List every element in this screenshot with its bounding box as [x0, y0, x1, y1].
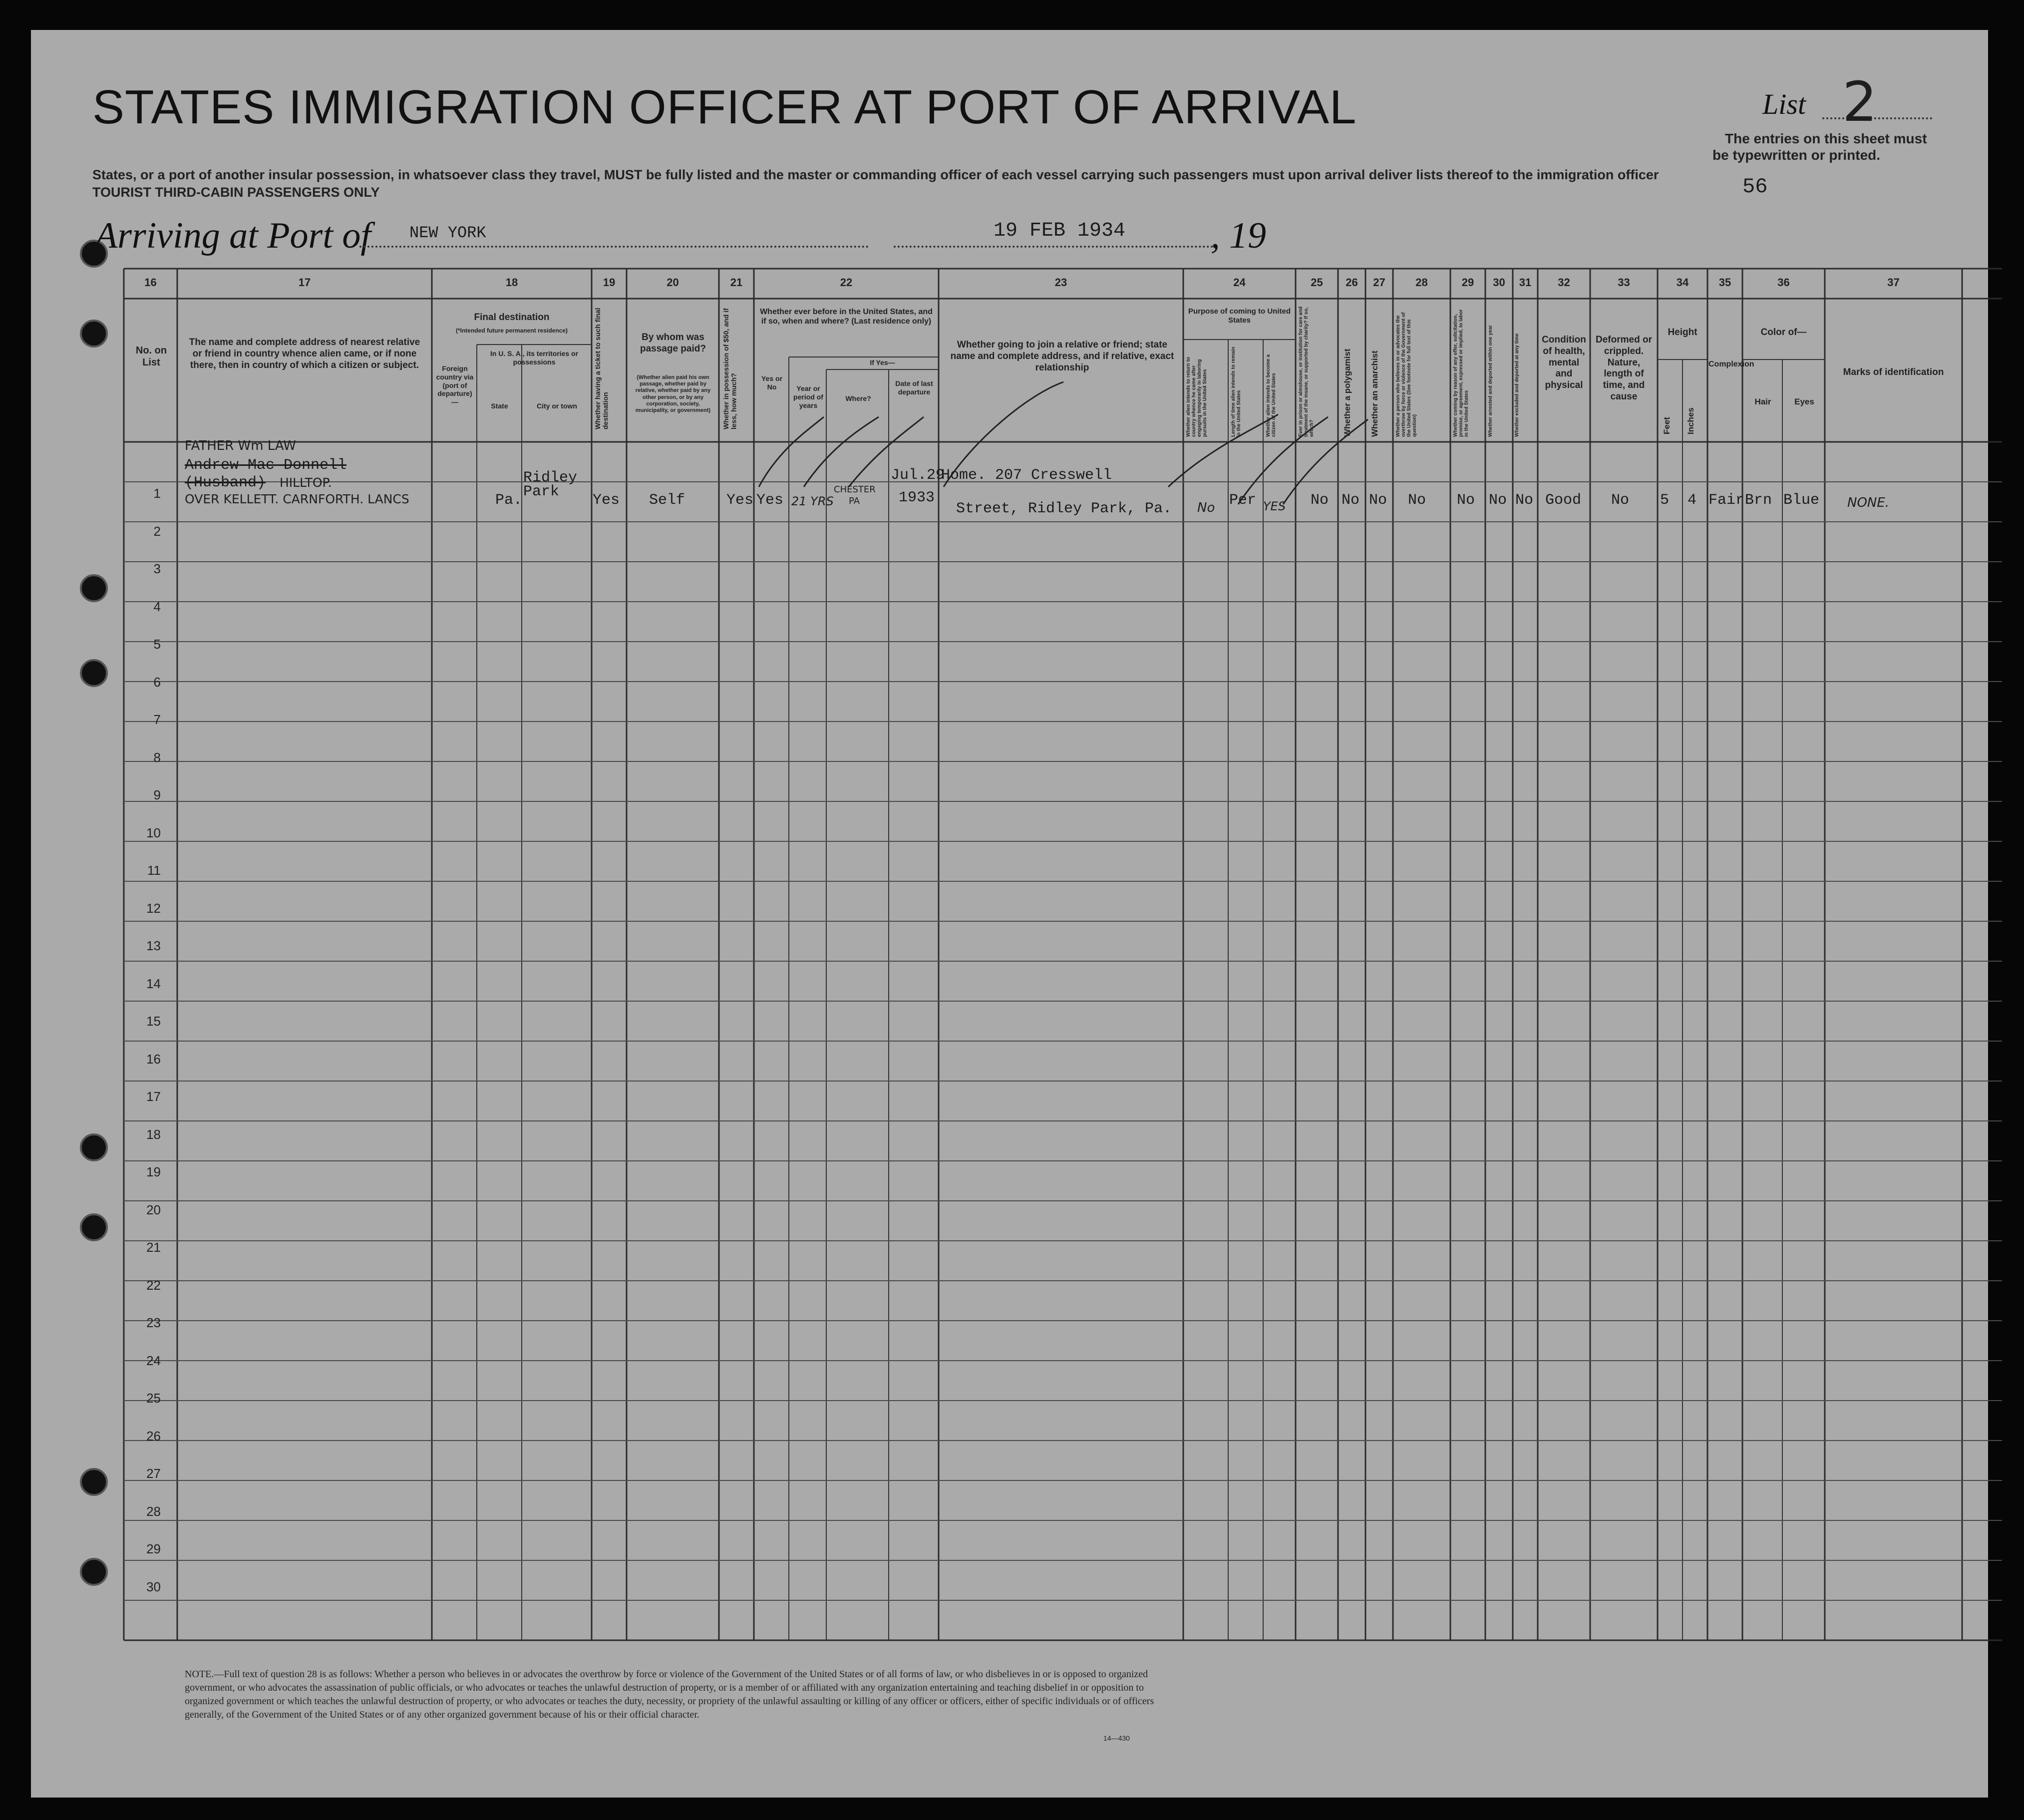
entry-ticket: Yes	[593, 492, 620, 509]
header-yes-or-no: Yes or No	[761, 374, 783, 391]
row-number: 20	[146, 1202, 161, 1217]
form-title: STATES IMMIGRATION OFFICER AT PORT OF ARRIVAL	[92, 80, 1357, 134]
column-number: 30	[1493, 276, 1505, 289]
header-hair: Hair	[1754, 397, 1771, 406]
row-number: 30	[146, 1579, 161, 1594]
row-number: 17	[146, 1089, 161, 1104]
header-complexion: Complexion	[1708, 360, 1754, 368]
entry-inches: 4	[1687, 492, 1697, 509]
row-number: 16	[146, 1051, 161, 1067]
passenger-class-line: TOURIST THIRD-CABIN PASSENGERS ONLY	[92, 185, 380, 200]
column-number: 32	[1558, 276, 1570, 289]
entry-purpose-a: No	[1197, 500, 1215, 515]
entry-last-departure-2: 1933	[899, 489, 935, 506]
column-number: 33	[1618, 276, 1630, 289]
entry-polygamist: No	[1342, 492, 1360, 509]
header-purpose-c: Whether alien intends to become a citizen of the United States	[1266, 354, 1277, 437]
entry-health: Good	[1545, 492, 1582, 509]
header-relative: The name and complete address of nearest relative or friend in country whence alien came, or if none there, then in country of which a citizen or subject.	[189, 337, 420, 370]
row-number: 6	[153, 674, 161, 690]
header-eyes: Eyes	[1794, 397, 1814, 406]
entries-note-line1: The entries on this sheet must	[1725, 131, 1927, 146]
header-year-period: Year or period of years	[793, 384, 823, 409]
header-final-destination: Final destination	[474, 312, 550, 323]
header-purpose: Purpose of coming to United States	[1188, 307, 1291, 325]
header-marks: Marks of identification	[1843, 367, 1944, 377]
row-number: 2	[153, 523, 161, 539]
relative-line1: FATHER Wm LAW	[185, 438, 296, 453]
header-inches: Inches	[1686, 407, 1695, 434]
row-number: 10	[146, 825, 161, 840]
entry-where-2: PA	[849, 496, 860, 506]
column-number: 29	[1461, 276, 1474, 289]
row-number: 5	[153, 637, 161, 652]
column-number: 24	[1233, 276, 1246, 289]
row-number: 9	[153, 787, 161, 802]
column-number: 37	[1887, 276, 1900, 289]
row-number: 11	[147, 863, 161, 878]
entry-eyes: Blue	[1783, 492, 1820, 509]
entry-q29: No	[1457, 492, 1475, 509]
row-number: 26	[146, 1428, 161, 1444]
entry-state: Pa.	[495, 492, 523, 509]
entry-marks: NONE.	[1847, 495, 1890, 510]
row-number: 1	[153, 486, 161, 501]
header-q30: Whether arrested and deported within one year	[1488, 325, 1493, 437]
row-number: 8	[153, 749, 161, 765]
row-number: 21	[146, 1240, 161, 1255]
entry-where-1: CHESTER	[834, 484, 876, 495]
column-number: 21	[730, 276, 743, 289]
row-number: 25	[146, 1391, 161, 1406]
column-number: 19	[603, 276, 616, 289]
header-deformed: Deformed or crippled. Nature, length of time, and cause	[1596, 335, 1652, 402]
header-in-usa: In U. S. A., its territories or possessions	[490, 350, 579, 366]
row-number: 24	[146, 1353, 161, 1368]
header-no-on-list: No. on List	[135, 345, 167, 368]
row-number: 29	[146, 1541, 161, 1556]
header-health: Condition of health, mental and physical	[1542, 335, 1586, 391]
header-joining: Whether going to join a relative or friend; state name and complete address, and if relative, exact relationship	[950, 340, 1174, 373]
entry-city-2: Park	[523, 483, 560, 500]
header-prison: Ever in prison or almshouse, or institution for care and treatment of the insane, or supported by charity? If so, which?	[1298, 306, 1315, 437]
entry-possession: Yes	[726, 492, 754, 509]
entry-prison: No	[1311, 492, 1329, 509]
header-purpose-a: Whether alien intends to return to country whence he came after engaging temporarily in laboring pursuits in the United States	[1186, 357, 1208, 437]
column-number: 31	[1519, 276, 1532, 289]
column-number: 25	[1311, 276, 1323, 289]
relative-address: OVER KELLETT. CARNFORTH. LANCS	[185, 492, 409, 506]
row-number: 28	[146, 1503, 161, 1519]
relative-relationship-struck: (Husband)	[185, 474, 266, 491]
row-number: 4	[153, 599, 161, 614]
list-label: List	[1762, 88, 1806, 120]
year-prefix: , 19	[1211, 215, 1266, 256]
entry-q31: No	[1515, 492, 1534, 509]
entry-ever-before: Yes	[756, 492, 784, 509]
column-number: 20	[667, 276, 679, 289]
header-color-of: Color of—	[1760, 327, 1807, 338]
header-foreign-country: Foreign country via (port of departure)—	[436, 364, 474, 406]
column-number: 17	[298, 276, 311, 289]
footnote-question-28: NOTE.—Full text of question 28 is as follows: Whether a person who believes in or advocates the overthrow by force or violence of the Government of the United States or of all forms of law, or who disbelieves in or is opposed to organized government, or who advocates the assassination of public officials, or who advocates or teaches the unlawful destruction of property, or is a member of or affiliated with any organization entertaining and teaching disbelief in or opposition to organized government or which teaches the unlawful destruction of property, or who advocates or teaches the duty, necessity, or propriety of the unlawful assaulting or killing of any officer or officers, either of specific individuals or of officers generally, of the Government of the United States or of any other organized government because of his or their official character.	[185, 1669, 1154, 1720]
column-number: 26	[1346, 276, 1358, 289]
entry-joining-2: Street, Ridley Park, Pa.	[956, 500, 1172, 517]
arriving-label: Arriving at Port of	[95, 215, 371, 256]
sheet-number: 56	[1742, 175, 1768, 199]
form-number: 14—430	[1103, 1734, 1130, 1742]
header-city: City or town	[537, 402, 577, 410]
entry-city-1: Ridley	[523, 469, 578, 486]
header-q29: Whether coming by reason of any offer, solicitation, promise, or agreement, expressed or implied, to labor in the United States	[1453, 309, 1469, 437]
row-number: 13	[146, 938, 161, 953]
header-where: Where?	[845, 394, 871, 402]
relative-line3: HILLTOP.	[280, 475, 332, 490]
header-q28: Whether a person who believes in or advocates the overthrow by force or violence of the Government of the United States (See footnote for full text of this question)	[1395, 312, 1417, 437]
entry-joining-1: Home. 207 Cresswell	[941, 467, 1112, 484]
header-ticket: Whether having a ticket to such final destination	[594, 308, 610, 429]
row-number: 7	[153, 712, 161, 727]
header-polygamist: Whether a polygamist	[1343, 349, 1352, 437]
column-number: 27	[1373, 276, 1385, 289]
header-anarchist: Whether an anarchist	[1370, 351, 1379, 437]
entry-anarchist: No	[1369, 492, 1387, 509]
column-number: 28	[1415, 276, 1428, 289]
row-number: 18	[146, 1126, 161, 1142]
column-number: 23	[1054, 276, 1067, 289]
instruction-line: States, or a port of another insular possession, in whatsoever class they travel, MUST be fully listed and the master or commanding officer of each vessel carrying such passengers must upon arrival deliver lists thereof to the immigration officer	[92, 167, 1659, 182]
port-name: NEW YORK	[409, 224, 486, 242]
row-number: 14	[146, 976, 161, 991]
header-ever-before: Whether ever before in the United States, and if so, when and where? (Last residence only)	[760, 308, 933, 326]
entry-last-departure-1: Jul.29	[891, 467, 945, 484]
header-if-yes: If Yes—	[870, 359, 895, 366]
header-passage-sub: (Whether alien paid his own passage, whether paid by relative, whether paid by any other person, or by any corporation, society, municipality, or government)	[635, 374, 711, 413]
header-feet: Feet	[1662, 417, 1672, 434]
entry-complexion: Fair	[1708, 492, 1745, 509]
header-height: Height	[1668, 327, 1697, 338]
column-number: 36	[1777, 276, 1790, 289]
row-number: 23	[146, 1315, 161, 1330]
column-number: 34	[1676, 276, 1689, 289]
entry-q28: No	[1408, 492, 1426, 509]
header-passage: By whom was passage paid?	[640, 332, 706, 354]
row-number: 12	[146, 900, 161, 916]
entry-years: 21 YRS	[791, 494, 834, 508]
header-date-last-departure: Date of last departure	[895, 379, 933, 396]
entry-feet: 5	[1660, 492, 1670, 509]
row-number: 15	[146, 1014, 161, 1029]
entry-purpose-c: YES	[1263, 499, 1286, 513]
header-possession: Whether in possession of $50, and if less, how much?	[722, 308, 738, 429]
column-number: 18	[505, 276, 518, 289]
column-number: 16	[144, 276, 157, 289]
entry-purpose-b: Per	[1229, 492, 1257, 509]
list-number: 2	[1842, 70, 1877, 134]
header-purpose-b: Length of time alien intends to remain in the United States	[1231, 347, 1242, 437]
entry-deformed: No	[1611, 492, 1630, 509]
column-number: 22	[840, 276, 853, 289]
relative-line2-struck: Andrew Mac Donnell	[185, 457, 347, 474]
header-q31: Whether excluded and deported at any time	[1514, 333, 1520, 437]
row-number: 22	[146, 1277, 161, 1293]
header-final-destination-sub: (*Intended future permanent residence)	[455, 327, 568, 334]
row-number: 27	[146, 1466, 161, 1481]
row-number: 3	[153, 561, 161, 576]
entry-passage: Self	[649, 492, 685, 509]
row-number: 19	[146, 1164, 161, 1179]
entry-q30: No	[1489, 492, 1507, 509]
entries-note-line2: be typewritten or printed.	[1712, 147, 1881, 163]
arrival-date: 19 FEB 1934	[994, 220, 1126, 242]
column-number: 35	[1718, 276, 1731, 289]
entry-hair: Brn	[1745, 492, 1772, 509]
header-state: State	[491, 402, 508, 410]
